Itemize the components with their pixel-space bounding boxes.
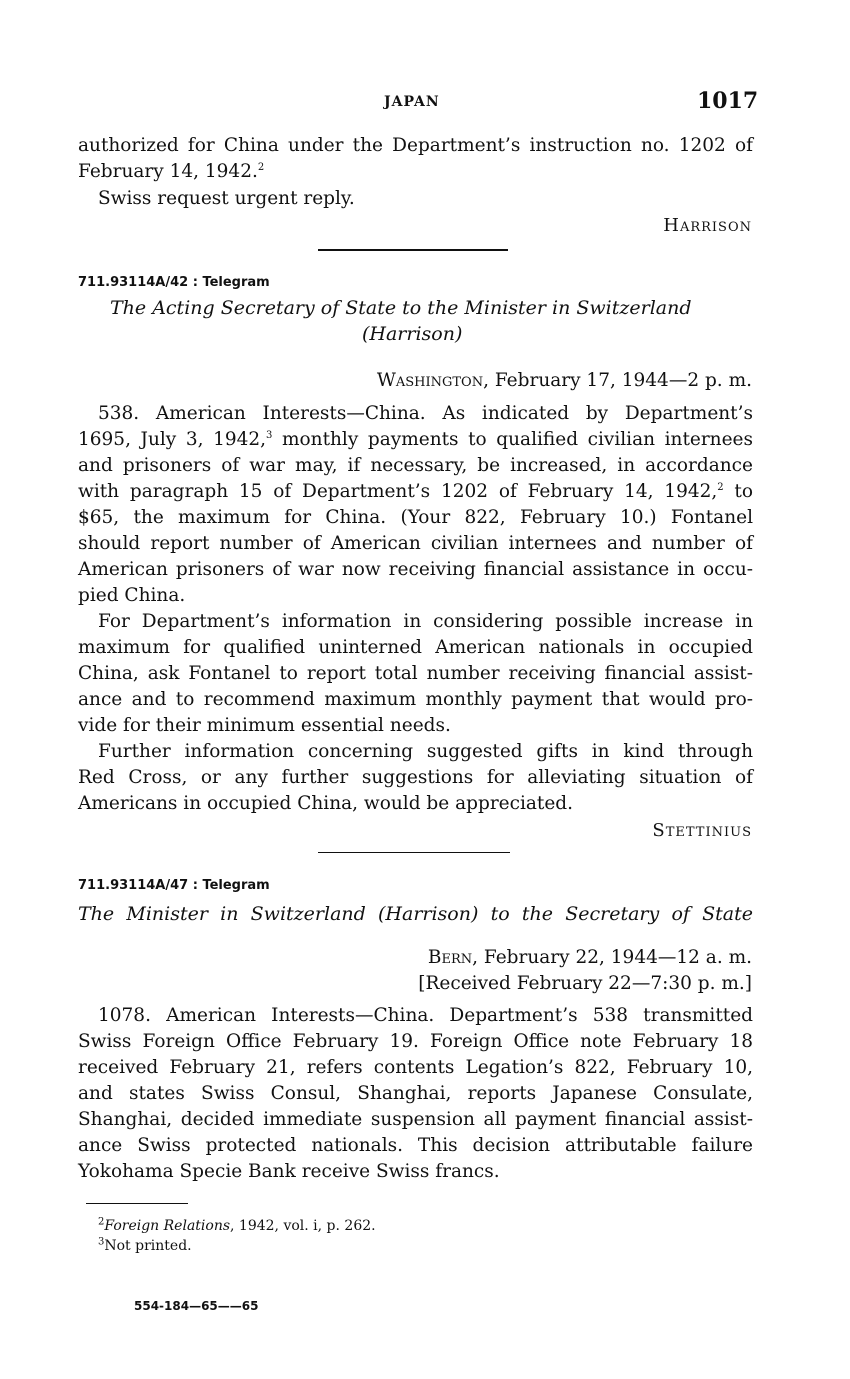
signature: Harrison bbox=[663, 215, 752, 236]
dateline bbox=[377, 370, 752, 391]
dateline-place: Washington bbox=[376, 370, 484, 391]
printer-imprint: 554-184—65——65 bbox=[134, 1299, 259, 1313]
body-line: Yokohama Specie Bank receive Swiss francs. bbox=[78, 1161, 500, 1182]
body-line: Red Cross, or any further suggestions for alleviating situation of bbox=[78, 767, 753, 788]
footnote-divider bbox=[86, 1203, 188, 1204]
body-line: Further information concerning suggested gifts in kind through bbox=[98, 741, 753, 762]
running-title: JAPAN bbox=[384, 94, 440, 110]
footnote: $^3$Not printed. bbox=[98, 1236, 192, 1254]
body-line: should report number of American civilian internees and number of bbox=[78, 533, 753, 554]
section-divider bbox=[318, 852, 510, 853]
dateline-date: , February 22, 1944—12 a. m. bbox=[472, 947, 752, 968]
body-line: Americans in occupied China, would be appreciated. bbox=[78, 793, 574, 814]
file-number: 711.93114A/47 : Telegram bbox=[78, 878, 270, 893]
body-line: 538. American Interests—China. As indicated by Department’s bbox=[98, 403, 753, 424]
body-line: 1695, July 3, 1942,$^3$ monthly payments to qualified civilian internees bbox=[78, 429, 753, 450]
body-line: and prisoners of war may, if necessary, be increased, in accordance bbox=[78, 455, 753, 476]
dateline-place: Bern bbox=[427, 947, 473, 968]
dateline bbox=[428, 947, 752, 968]
body-line: American prisoners of war now receiving financial assistance in occu- bbox=[78, 559, 753, 580]
document-title: The Acting Secretary of State to the Minister in Switzerland bbox=[110, 297, 692, 319]
body-line: maximum for qualified uninterned American nationals in occupied bbox=[78, 637, 753, 658]
dateline-date: , February 17, 1944—2 p. m. bbox=[483, 370, 752, 391]
signature: Stettinius bbox=[652, 820, 752, 841]
body-line: and states Swiss Consul, Shanghai, reports Japanese Consulate, bbox=[78, 1083, 753, 1104]
body-line: pied China. bbox=[78, 585, 186, 606]
document-title: (Harrison) bbox=[362, 323, 463, 345]
body-line: vide for their minimum essential needs. bbox=[78, 715, 451, 736]
body-line: ance and to recommend maximum monthly payment that would pro- bbox=[78, 689, 753, 710]
footnote-ref: 2 bbox=[257, 161, 265, 173]
received-note: [Received February 22—7:30 p. m.] bbox=[418, 973, 752, 994]
body-line: Swiss Foreign Office February 19. Foreign Office note February 18 bbox=[78, 1031, 753, 1052]
body-line: February 14, 1942.$^2$ bbox=[78, 161, 265, 182]
body-line: Shanghai, decided immediate suspension all payment financial assist- bbox=[78, 1109, 753, 1130]
body-line: Swiss request urgent reply. bbox=[98, 188, 355, 209]
body-line: For Department’s information in considering possible increase in bbox=[98, 611, 753, 632]
body-line: $65, the maximum for China. (Your 822, February 10.) Fontanel bbox=[78, 507, 753, 528]
section-divider bbox=[318, 249, 508, 251]
footnote: $^2$Foreign Relations, 1942, vol. i, p. 262. bbox=[98, 1216, 376, 1234]
file-number: 711.93114A/42 : Telegram bbox=[78, 275, 270, 290]
body-line: with paragraph 15 of Department’s 1202 of February 14, 1942,$^2$ to bbox=[78, 481, 754, 502]
body-line: authorized for China under the Department’s instruction no. 1202 of bbox=[78, 135, 753, 156]
body-line: China, ask Fontanel to report total number receiving financial assist- bbox=[78, 663, 753, 684]
page-number: 1017 bbox=[697, 88, 759, 114]
document-title: The Minister in Switzerland (Harrison) to the Secretary of State bbox=[78, 903, 753, 925]
body-line: ance Swiss protected nationals. This decision attributable failure bbox=[78, 1135, 753, 1156]
body-line: 1078. American Interests—China. Department’s 538 transmitted bbox=[98, 1005, 753, 1026]
body-line: received February 21, refers contents Legation’s 822, February 10, bbox=[78, 1057, 753, 1078]
